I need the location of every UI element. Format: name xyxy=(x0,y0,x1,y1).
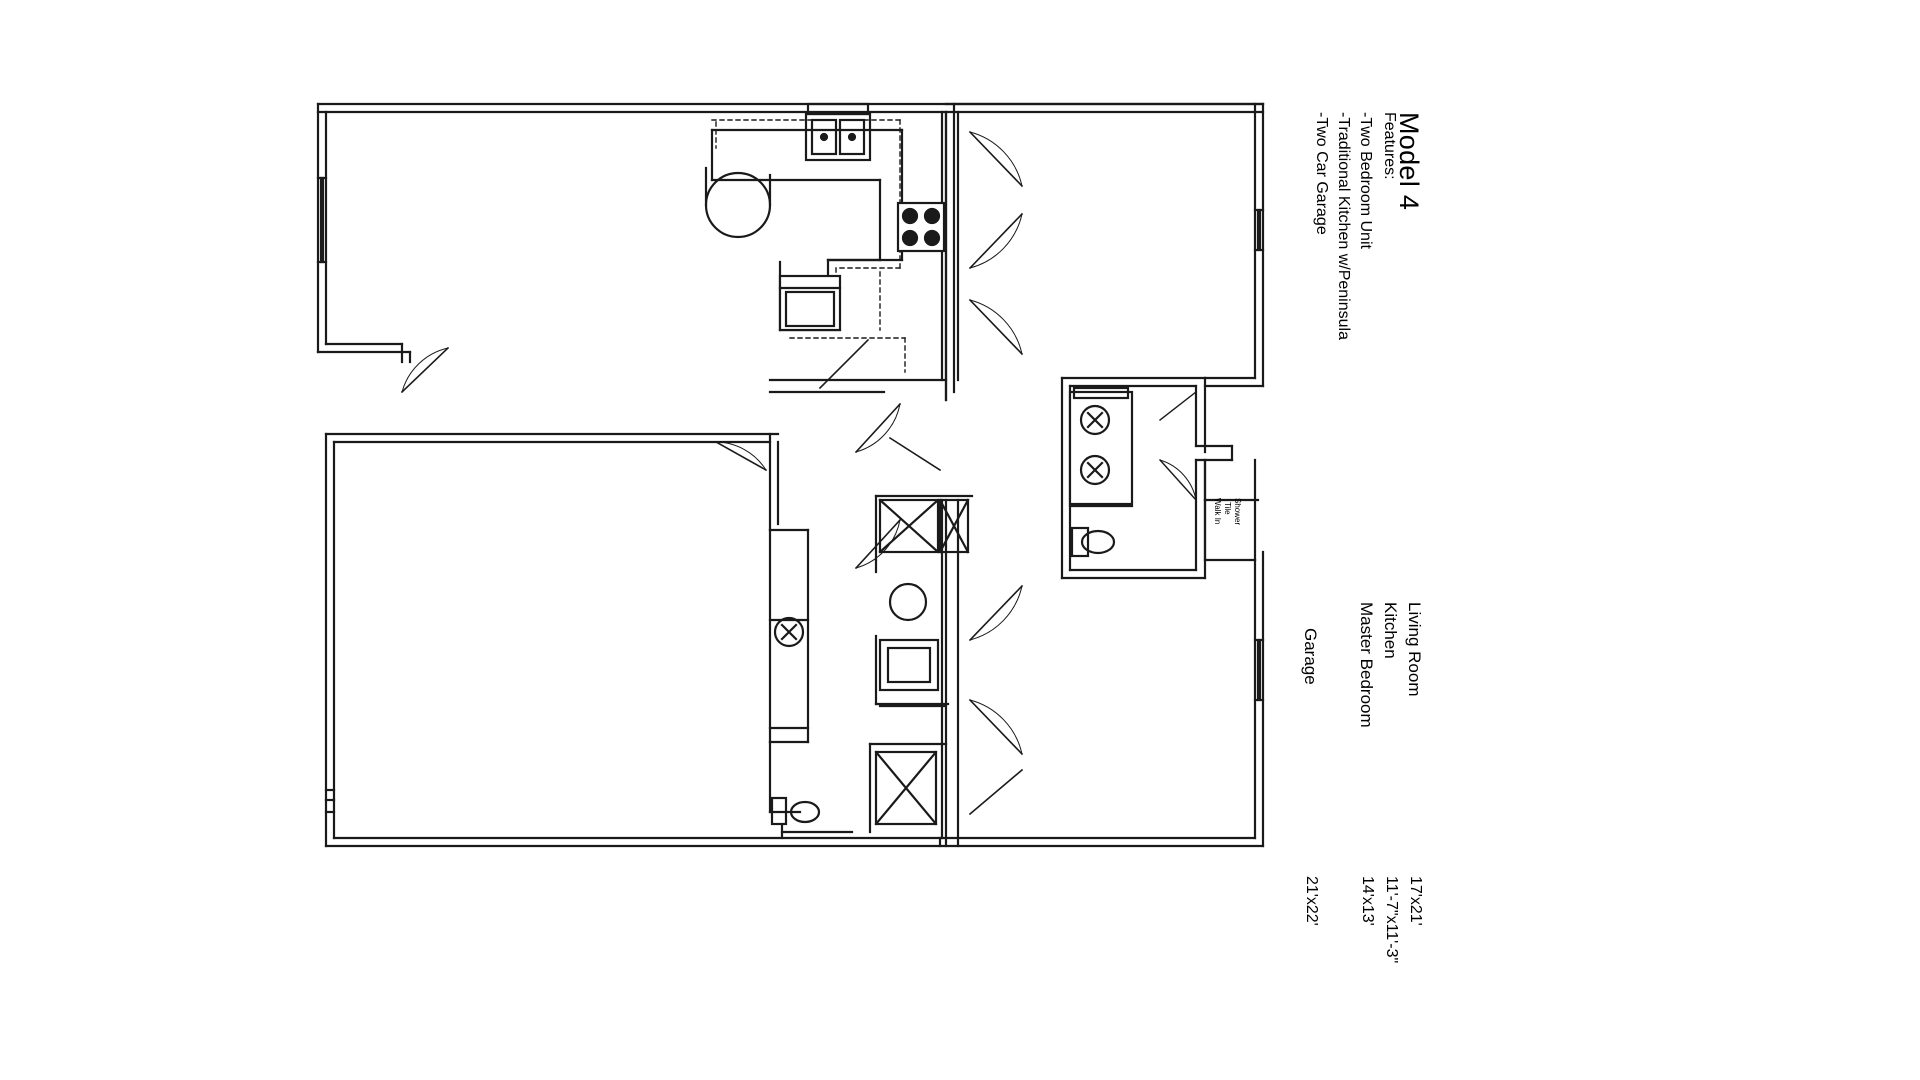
feature-item-1: -Traditional Kitchen w/Peninsula xyxy=(1335,112,1352,340)
shower-note-line-1: Walk In xyxy=(1213,498,1222,525)
page-title: Model 4 xyxy=(1394,112,1424,211)
room-label-kitchen: Kitchen xyxy=(1381,602,1400,659)
feature-item-0: -Two Bedroom Unit xyxy=(1357,112,1374,249)
room-dimension-kitchen: 11'-7"x11'-3" xyxy=(1383,876,1400,964)
room-dimension-living-room: 17'x21' xyxy=(1407,876,1424,926)
feature-item-2: -Two Car Garage xyxy=(1313,112,1330,235)
shower-note-line-2: Tile xyxy=(1223,502,1232,515)
room-label-master-bedroom: Master Bedroom xyxy=(1357,602,1376,728)
room-dimension-master-bedroom: 14'x13' xyxy=(1359,876,1376,926)
room-label-garage: Garage xyxy=(1301,628,1320,685)
features-heading: Features: xyxy=(1381,112,1398,180)
room-dimension-garage: 21'x22' xyxy=(1303,876,1320,926)
shower-note-line-3: Shower xyxy=(1233,498,1242,526)
room-label-living-room: Living Room xyxy=(1405,602,1424,697)
